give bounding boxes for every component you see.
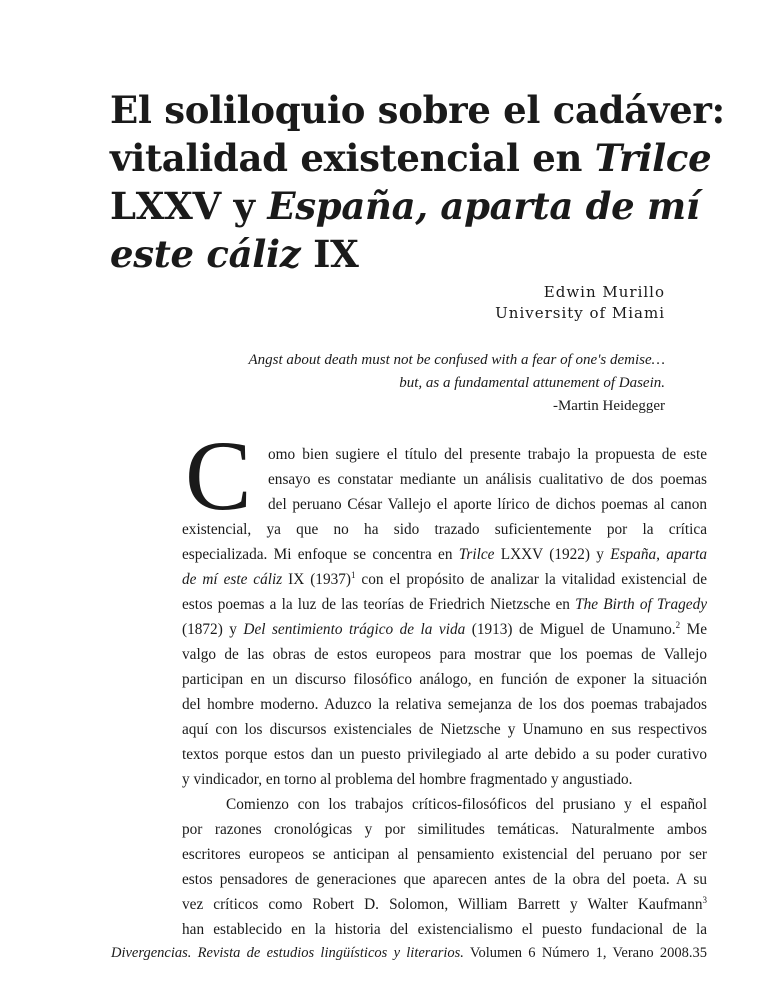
journal-name: Divergencias. Revista de estudios lingüísticos y literarios. (111, 945, 464, 961)
page-footer (111, 943, 707, 963)
body-line: por razones cronológicas y por similitudes temáticas. Naturalmente ambos (182, 821, 707, 838)
body-line: y vindicador, en torno al problema del hombre fragmentado y angustiado. (182, 771, 633, 788)
body-line: participan en un discurso filosófico análogo, en función de exponer la situación (182, 671, 707, 688)
body-line: aquí con los discursos existenciales de Nietzsche y Unamuno en sus respectivos (182, 721, 707, 738)
body-line: valgo de las obras de estos europeos para mostrar que los poemas de Vallejo (182, 646, 707, 663)
page-number: 35 (692, 945, 707, 961)
epigraph-line-1: Angst about death must not be confused with a fear of one's demise… (248, 352, 665, 368)
issue-info: Volumen 6 Número 1, Verano 2008. (463, 945, 693, 961)
body-line: ensayo es constatar mediante un análisis cualitativo de dos poemas (268, 471, 707, 488)
body-line: especializada. Mi enfoque se concentra en Trilce LXXV (1922) y España, aparta (182, 546, 708, 563)
epigraph-attribution: -Martin Heidegger (552, 398, 665, 414)
body-line: textos porque estos dan un puesto privilegiado al arte debido a su poder curativo (182, 746, 707, 763)
body-line: del hombre moderno. Aduzco la relativa semejanza de los dos poemas trabajados (182, 696, 707, 713)
author-name: Edwin Murillo (543, 283, 665, 301)
body-line: escritores europeos se anticipan al pensamiento existencial del peruano por ser (182, 846, 707, 863)
body-line: del peruano César Vallejo el aporte lírico de dichos poemas al canon (268, 496, 707, 513)
author-affiliation: University of Miami (495, 304, 665, 322)
body-line: omo bien sugiere el título del presente trabajo la propuesta de este (268, 446, 707, 463)
footnote-marker: 2 (675, 620, 681, 630)
title-line-1: El soliloquio sobre el cadáver: (110, 88, 725, 132)
title-line-4: este cáliz IX (110, 232, 359, 276)
footnote-marker: 1 (350, 570, 356, 580)
author-block (495, 282, 665, 324)
body-line: estos pensadores de generaciones que aparecen antes de la obra del poeta. A su (182, 871, 707, 888)
footnote-marker: 3 (702, 895, 707, 905)
article-title (110, 86, 725, 278)
drop-cap: C (185, 420, 252, 531)
body-line: estos poemas a la luz de las teorías de Friedrich Nietzsche en The Birth of Tragedy (182, 596, 708, 613)
title-line-3: LXXV y España, aparta de mí (110, 184, 700, 228)
body-line: de mí este cáliz IX $(1937)^1$ con el propósito de analizar la vitalidad existencial de (182, 570, 707, 588)
epigraph (248, 349, 665, 418)
epigraph-line-2: but, as a fundamental attunement of Dasein. (399, 375, 665, 391)
title-line-2: vitalidad existencial en Trilce (110, 136, 712, 180)
body-line: han establecido en la historia del existencialismo el puesto fundacional de la (182, 921, 707, 938)
body-line: vez críticos como Robert D. Solomon, William Barrett y Walter Kaufmann$^3$ (182, 895, 707, 913)
body-line: Comienzo con los trabajos críticos-filosóficos del prusiano y el español (226, 796, 707, 813)
body-line: (1872) y Del sentimiento trágico de la vida (1913) de Miguel de Unamuno.$^2$ Me (182, 620, 708, 638)
body-line: existencial, ya que no ha sido trazado suficientemente por la crítica (182, 521, 707, 538)
